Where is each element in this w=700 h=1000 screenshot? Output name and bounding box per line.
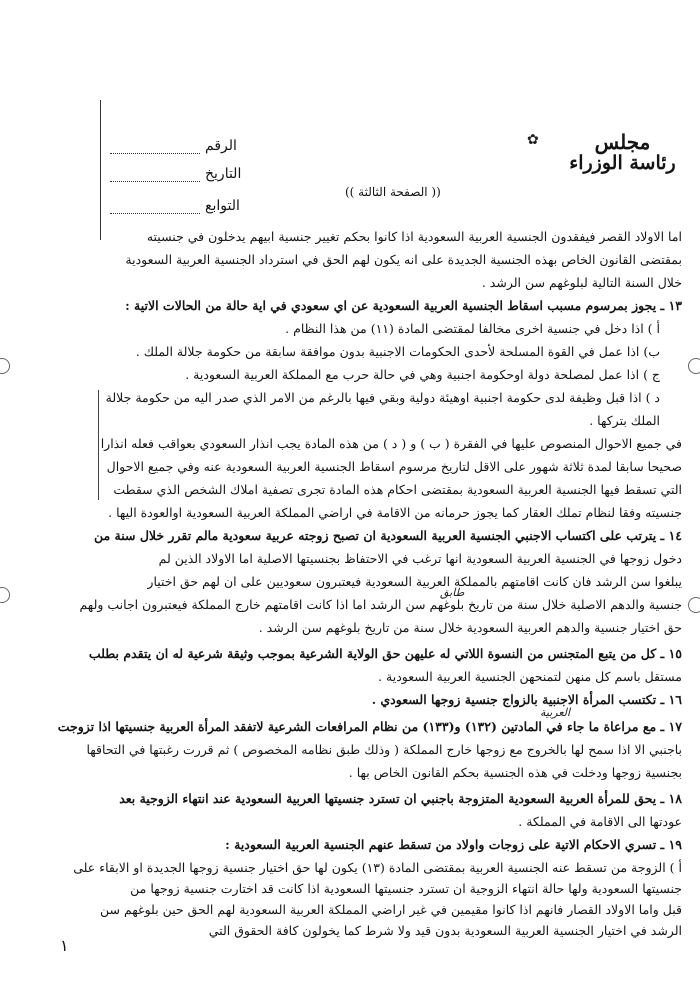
article-18-heading: ١٨ ـ يحق للمرأة العربية السعودية المتزوجة باجنبي ان تسترد جنسيتها العربية السعودية عند انتهاء الزوجية بعد bbox=[119, 791, 682, 806]
text-line: حق اختيار جنسية والدهم العربية السعودية خلال سنة من تاريخ بلوغهم سن الرشد . bbox=[258, 620, 682, 635]
text-line: التي تسقط فيها الجنسية العربية السعودية بمقتضى احكام هذه المادة تجرى تصفية املاك الشخص الذي سقطت bbox=[113, 482, 682, 497]
article-15-heading: ١٥ ـ كل من يتبع المتجنس من النسوة اللاتي له عليهن حق الولاية الشرعية بموجب وثيقة شرعية له ان يتقدم بطلب bbox=[88, 646, 682, 661]
number-label: الرقم bbox=[205, 138, 237, 154]
margin-rule bbox=[98, 390, 99, 500]
letterhead-emblem bbox=[527, 130, 690, 200]
number-field-line bbox=[110, 152, 200, 154]
emblem-bottom-text: رئاسة الوزراء bbox=[569, 152, 676, 174]
list-item: ج ) اذا عمل لمصلحة دولة اوحكومة اجنبية وهي في حالة حرب مع المملكة العربية السعودية . bbox=[185, 367, 660, 382]
text-line: مستقل باسم كل منهن لتمنحهن الجنسية العربية السعودية . bbox=[378, 669, 682, 684]
text-line: باجنبي الا اذا سمح لها بالخروج مع زوجها خارج المملكة ( وذلك طبق نظامه المخصوص ) ثم قررت رغبتها في التحاقها bbox=[86, 742, 682, 757]
footer-mark: ١ bbox=[60, 936, 69, 955]
text-line: اما الاولاد القصر فيفقدون الجنسية العربية السعودية اذا كانوا بحكم تغيير جنسية ابيهم يدخلون في جنسيته bbox=[146, 229, 682, 244]
text-line: بمقتضى القانون الخاص بهذه الجنسية الجديدة على انه يكون لهم الحق في استرداد الجنسية العربية السعودية bbox=[125, 252, 682, 267]
article-14-heading: ١٤ ـ يترتب على اكتساب الاجنبي الجنسية العربية السعودية ان تصبح زوجته عربية سعودية مالم تقرر خلال سنة من bbox=[93, 528, 682, 543]
text-line: بجنسية زوجها ودخلت في هذه الجنسية بحكم القانون الخاص بها . bbox=[348, 765, 682, 780]
list-item: أ ) اذا دخل في جنسية اخرى مخالفا لمقتضى المادة (١١) من هذا النظام . bbox=[285, 321, 660, 336]
binder-hole bbox=[0, 587, 10, 603]
binder-hole bbox=[688, 597, 700, 613]
text-line: في جميع الاحوال المنصوص عليها في الفقرة ( ب ) و ( د ) من هذه المادة يجب انذار السعودي بعواقب فعله انذارا bbox=[100, 436, 682, 451]
binder-hole bbox=[688, 358, 700, 374]
text-line: دخول زوجها في الجنسية العربية السعودية انها ترغب في الاحتفاظ بجنسيتها الاصلية اما الاولاد الذين لم bbox=[158, 551, 682, 566]
attachments-label: التوابع bbox=[205, 198, 240, 214]
text-line: قبل واما الاولاد القصار فانهم اذا كانوا مقيمين في غير اراضي المملكة العربية السعودية لهم الحق حين بلوغهم سن bbox=[100, 902, 682, 917]
attachments-field-line bbox=[110, 212, 200, 214]
text-line: جنسيتها السعودية ولها حالة انتهاء الزوجية ان تسترد جنسيتها السعودية اذا كانت قد اختارت جنسية زوجها من bbox=[130, 881, 682, 896]
article-16-heading: ١٦ ـ تكتسب المرأة الاجنبية بالزواج جنسية زوجها السعودي . bbox=[371, 692, 682, 707]
article-19-heading: ١٩ ـ تسري الاحكام الاتية على زوجات واولاد من تسقط عنهم الجنسية العربية السعودية : bbox=[225, 837, 682, 852]
emblem-top-text: مجلس bbox=[594, 130, 651, 154]
seal-icon: ✿ bbox=[527, 132, 539, 148]
text-line: أ ) الزوجة من تسقط عنه الجنسية العربية بمقتضى المادة (١٣) يكون لها حق اختيار جنسية زوجها الجديدة او الابقاء على bbox=[73, 860, 682, 875]
text-line: خلال السنة التالية لبلوغهم سن الرشد . bbox=[481, 275, 682, 290]
text-line: يبلغوا سن الرشد فان كانت اقامتهم بالمملكة العربية السعودية فيعتبرون سعوديين على ان لهم حق اختيار bbox=[147, 574, 682, 589]
date-label: التاريخ bbox=[205, 166, 242, 182]
text-line: جنسيته وفقا لنظام تملك العقار كما يجوز حرمانه من الاقامة في اراضي المملكة العربية السعودية اوالعودة اليها . bbox=[108, 505, 682, 520]
page-number: (( الصفحة الثالثة )) bbox=[345, 185, 441, 199]
list-item: الملك بتركها . bbox=[589, 413, 660, 428]
handwritten-note: العربية bbox=[540, 706, 571, 719]
article-17-heading: ١٧ ـ مع مراعاة ما جاء في المادتين (١٣٢) و(١٣٣) من نظام المرافعات الشرعية لاتفقد المرأة العربية جنسيتها اذا تزوجت bbox=[57, 719, 682, 734]
text-line: عودتها الى الاقامة في المملكة . bbox=[518, 814, 682, 829]
text-line: جنسية والدهم الاصلية خلال سنة من تاريخ بلوغهم سن الرشد اما اذا كانت اقامتهم خارج المملكة فيعتبرون اجانب ولهم bbox=[79, 597, 682, 612]
text-line: صحيحا سابقا لمدة ثلاثة شهور على الاقل لتاريخ مرسوم اسقاط الجنسية العربية السعودية عنه وفي جميع الاحوال bbox=[106, 459, 682, 474]
text-line: الرشد في اختيار الجنسية العربية السعودية بدون قيد ولا شرط كما يخولون كافة الحقوق التي bbox=[208, 923, 682, 938]
binder-hole bbox=[0, 358, 10, 374]
margin-rule bbox=[100, 100, 101, 240]
handwritten-note: طابق bbox=[440, 586, 465, 599]
date-field-line bbox=[110, 180, 200, 182]
list-item: د ) اذا قبل وظيفة لدى حكومة اجنبية اوهيئة دولية وبقي فيها بالرغم من الامر الذي صدر اليه من حكومة جلالة bbox=[105, 390, 660, 405]
article-13-heading: ١٣ ـ يجوز بمرسوم مسبب اسقاط الجنسية العربية السعودية عن اي سعودي في اية حالة من الحالات الاتية : bbox=[125, 298, 682, 313]
list-item: ب) اذا عمل في القوة المسلحة لأحدى الحكومات الاجنبية بدون موافقة سابقة من حكومة جلالة الملك . bbox=[135, 344, 660, 359]
